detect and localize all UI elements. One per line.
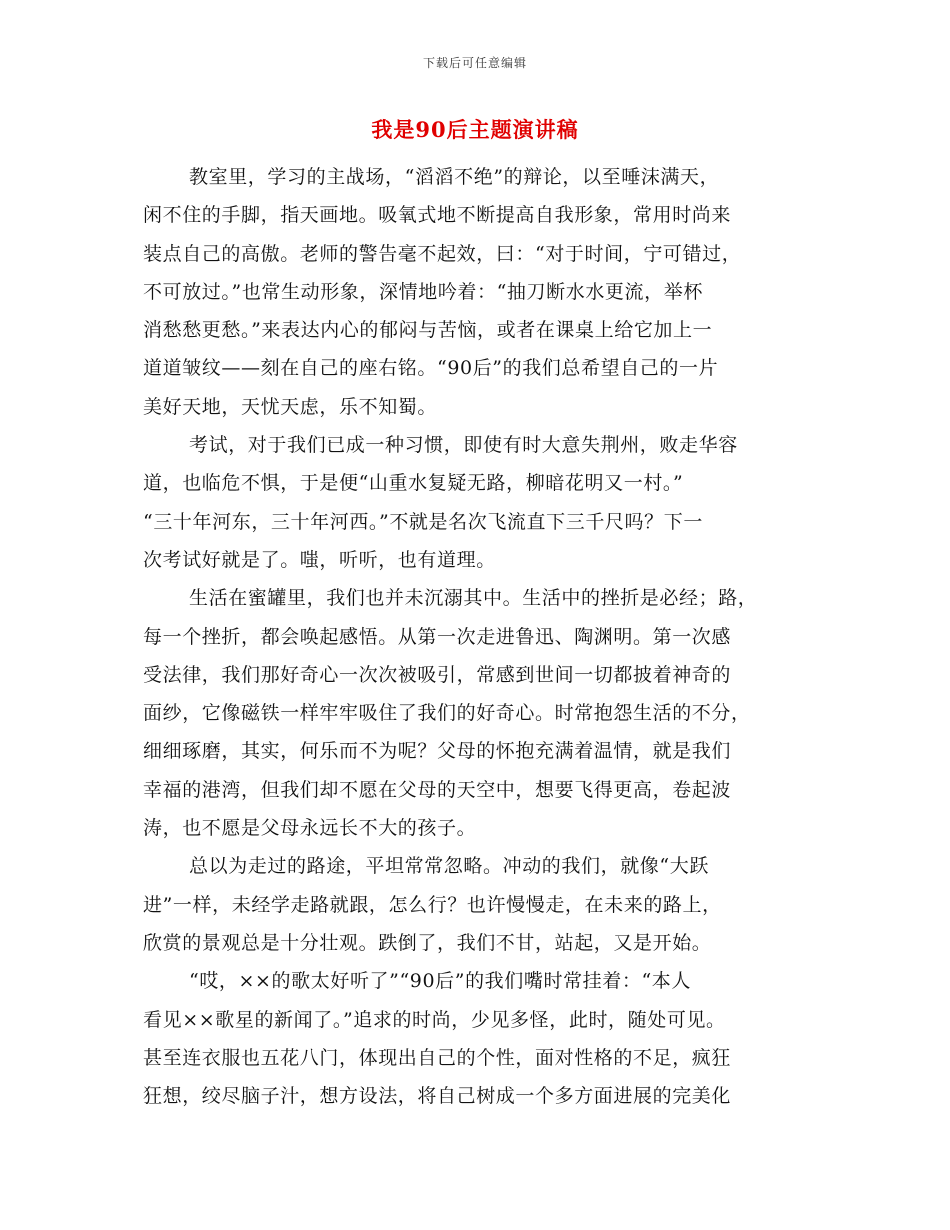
document-title: 我是90后主题演讲稿: [371, 117, 579, 142]
paragraph-4-line-2: 进”一样，未经学走路就跟，怎么行？也许慢慢走，在未来的路上，: [143, 893, 722, 916]
paragraph-3-line-6: 幸福的港湾，但我们却不愿在父母的天空中，想要飞得更高，卷起波: [143, 778, 732, 801]
paragraph-1-line-5: 消愁愁更愁。”来表达内心的郁闷与苦恼，或者在课桌上给它加上一: [143, 319, 713, 342]
paragraph-1-line-2: 闲不住的手脚，指天画地。吸氧式地不断提高自我形象，常用时尚来: [143, 204, 732, 227]
paragraph-4-line-1: 总以为走过的路途，平坦常常忽略。冲动的我们，就像“大跃: [189, 855, 709, 878]
paragraph-3-line-4: 面纱，它像磁铁一样牢牢吸住了我们的好奇心。时常抱怨生活的不分，: [143, 702, 751, 725]
paragraph-3-line-3: 受法律，我们那好奇心一次次被吸引，常感到世间一切都披着神奇的: [143, 663, 732, 686]
paragraph-2-line-4: 次考试好就是了。嗤，听听，也有道理。: [143, 548, 496, 571]
paragraph-1-line-7: 美好天地，天忧天虑，乐不知蜀。: [143, 395, 438, 418]
paragraph-2-line-1: 考试，对于我们已成一种习惯，即使有时大意失荆州，败走华容: [189, 434, 738, 457]
paragraph-5-line-3: 甚至连衣服也五花八门，体现出自己的个性，面对性格的不足，疯狂: [143, 1046, 732, 1069]
paragraph-3-line-5: 细细琢磨，其实，何乐而不为呢？父母的怀抱充满着温情，就是我们: [143, 740, 732, 763]
paragraph-5-line-4: 狂想，绞尽脑子汁，想方设法，将自己树成一个多方面进展的完美化: [143, 1085, 732, 1108]
paragraph-1-line-1: 教室里，学习的主战场，“滔滔不绝”的辩论，以至唾沫满天，: [189, 166, 720, 188]
paragraph-3-line-7: 涛，也不愿是父母永远长不大的孩子。: [143, 817, 477, 840]
paragraph-2-line-3: “三十年河东，三十年河西。”不就是名次飞流直下三千尺吗？下一: [143, 510, 703, 533]
paragraph-4-line-3: 欣赏的景观总是十分壮观。跌倒了，我们不甘，站起，又是开始。: [143, 931, 712, 954]
paragraph-2-line-2: 道，也临危不惧，于是便“山重水复疑无路，柳暗花明又一村。”: [143, 472, 684, 495]
page-header-note: 下载后可任意编辑: [422, 56, 527, 70]
paragraph-1-line-4: 不可放过。”也常生动形象，深情地吟着：“抽刀断水水更流，举杯: [143, 280, 703, 303]
paragraph-3-line-1: 生活在蜜罐里，我们也并未沉溺其中。生活中的挫折是必经；路，: [189, 587, 758, 610]
document-body: [143, 158, 807, 1115]
paragraph-3-line-2: 每一个挫折，都会唤起感悟。从第一次走进鲁迅、陶渊明。第一次感: [143, 625, 732, 648]
paragraph-5-line-1: “哎，××的歌太好听了”“90后”的我们嘴时常挂着：“本人: [189, 970, 691, 993]
paragraph-5-line-2: 看见××歌星的新闻了。”追求的时尚，少见多怪，此时，随处可见。: [143, 1008, 726, 1031]
paragraph-1-line-6: 道道皱纹——刻在自己的座右铭。“90后”的我们总希望自己的一片: [143, 357, 719, 380]
paragraph-1-line-3: 装点自己的高傲。老师的警告毫不起效，曰：“对于时间，宁可错过，: [143, 242, 742, 265]
